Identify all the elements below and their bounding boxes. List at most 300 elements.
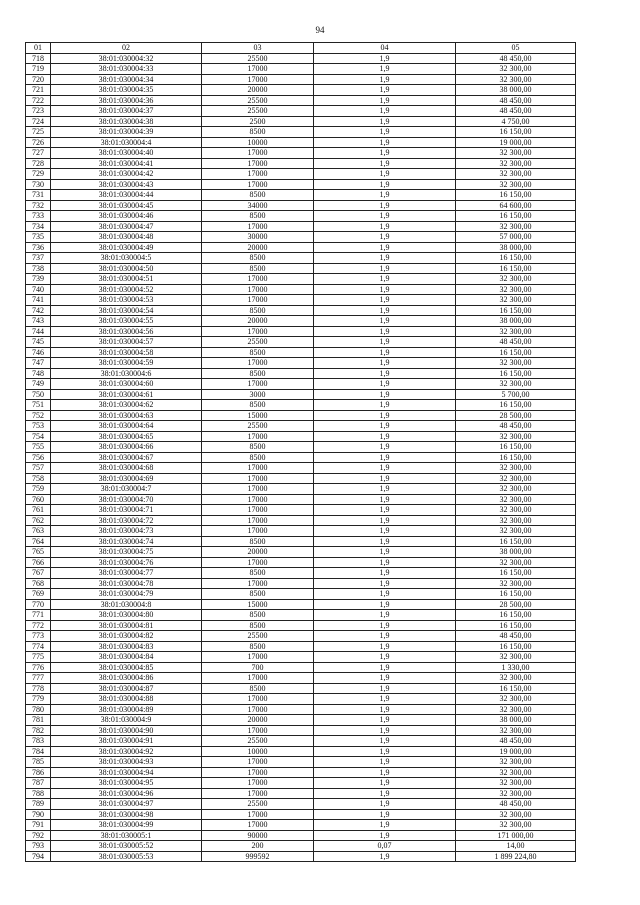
- table-row: [26, 368, 576, 379]
- table-row: [26, 473, 576, 484]
- table-row: [26, 851, 576, 862]
- amount-cell: 48 450,00: [456, 337, 576, 348]
- rate-cell: 1,9: [314, 589, 456, 600]
- area-cell: 17000: [202, 221, 314, 232]
- cadastral-number-cell: 38:01:030004:92: [51, 746, 202, 757]
- rate-cell: 1,9: [314, 799, 456, 810]
- table-row: [26, 442, 576, 453]
- rate-cell: 0,07: [314, 841, 456, 852]
- row-number-cell: 744: [26, 326, 51, 337]
- row-number-cell: 755: [26, 442, 51, 453]
- table-row: [26, 74, 576, 85]
- cadastral-number-cell: 38:01:030004:90: [51, 725, 202, 736]
- row-number-cell: 773: [26, 631, 51, 642]
- rate-cell: 1,9: [314, 337, 456, 348]
- amount-cell: 48 450,00: [456, 631, 576, 642]
- amount-cell: 19 000,00: [456, 746, 576, 757]
- cadastral-number-cell: 38:01:030004:68: [51, 463, 202, 474]
- cadastral-number-cell: 38:01:030004:76: [51, 557, 202, 568]
- row-number-cell: 792: [26, 830, 51, 841]
- cadastral-number-cell: 38:01:030004:95: [51, 778, 202, 789]
- area-cell: 25500: [202, 53, 314, 64]
- table-row: [26, 547, 576, 558]
- table-row: [26, 778, 576, 789]
- cadastral-number-cell: 38:01:030004:85: [51, 662, 202, 673]
- cadastral-number-cell: 38:01:030004:77: [51, 568, 202, 579]
- amount-cell: 32 300,00: [456, 431, 576, 442]
- row-number-cell: 751: [26, 400, 51, 411]
- row-number-cell: 788: [26, 788, 51, 799]
- amount-cell: 32 300,00: [456, 704, 576, 715]
- rate-cell: 1,9: [314, 326, 456, 337]
- row-number-cell: 774: [26, 641, 51, 652]
- rate-cell: 1,9: [314, 809, 456, 820]
- table-row: [26, 767, 576, 778]
- area-cell: 999592: [202, 851, 314, 862]
- cadastral-number-cell: 38:01:030004:63: [51, 410, 202, 421]
- row-number-cell: 790: [26, 809, 51, 820]
- area-cell: 17000: [202, 578, 314, 589]
- data-table: [25, 42, 576, 862]
- rate-cell: 1,9: [314, 547, 456, 558]
- area-cell: 17000: [202, 515, 314, 526]
- table-row: [26, 295, 576, 306]
- amount-cell: 32 300,00: [456, 463, 576, 474]
- area-cell: 15000: [202, 599, 314, 610]
- rate-cell: 1,9: [314, 274, 456, 285]
- amount-cell: 38 000,00: [456, 316, 576, 327]
- area-cell: 17000: [202, 704, 314, 715]
- amount-cell: 38 000,00: [456, 242, 576, 253]
- cadastral-number-cell: 38:01:030004:71: [51, 505, 202, 516]
- rate-cell: 1,9: [314, 505, 456, 516]
- amount-cell: 32 300,00: [456, 295, 576, 306]
- cadastral-number-cell: 38:01:030004:34: [51, 74, 202, 85]
- cadastral-number-cell: 38:01:030004:37: [51, 106, 202, 117]
- table-row: [26, 662, 576, 673]
- area-cell: 17000: [202, 179, 314, 190]
- rate-cell: 1,9: [314, 599, 456, 610]
- row-number-cell: 782: [26, 725, 51, 736]
- amount-cell: 32 300,00: [456, 148, 576, 159]
- cadastral-number-cell: 38:01:030004:8: [51, 599, 202, 610]
- row-number-cell: 780: [26, 704, 51, 715]
- area-cell: 17000: [202, 788, 314, 799]
- rate-cell: 1,9: [314, 746, 456, 757]
- amount-cell: 28 500,00: [456, 599, 576, 610]
- area-cell: 17000: [202, 148, 314, 159]
- amount-cell: 48 450,00: [456, 106, 576, 117]
- row-number-cell: 723: [26, 106, 51, 117]
- row-number-cell: 725: [26, 127, 51, 138]
- rate-cell: 1,9: [314, 694, 456, 705]
- table-row: [26, 431, 576, 442]
- area-cell: 34000: [202, 200, 314, 211]
- table-row: [26, 746, 576, 757]
- table-row: [26, 736, 576, 747]
- row-number-cell: 729: [26, 169, 51, 180]
- row-number-cell: 746: [26, 347, 51, 358]
- area-cell: 17000: [202, 326, 314, 337]
- area-cell: 8500: [202, 368, 314, 379]
- area-cell: 17000: [202, 358, 314, 369]
- cadastral-number-cell: 38:01:030004:6: [51, 368, 202, 379]
- amount-cell: 16 150,00: [456, 263, 576, 274]
- amount-cell: 16 150,00: [456, 683, 576, 694]
- rate-cell: 1,9: [314, 473, 456, 484]
- rate-cell: 1,9: [314, 421, 456, 432]
- row-number-cell: 793: [26, 841, 51, 852]
- cadastral-number-cell: 38:01:030004:58: [51, 347, 202, 358]
- amount-cell: 32 300,00: [456, 526, 576, 537]
- amount-cell: 16 150,00: [456, 568, 576, 579]
- table-row: [26, 232, 576, 243]
- table-row: [26, 652, 576, 663]
- amount-cell: 16 150,00: [456, 610, 576, 621]
- rate-cell: 1,9: [314, 232, 456, 243]
- table-row: [26, 326, 576, 337]
- row-number-cell: 749: [26, 379, 51, 390]
- row-number-cell: 791: [26, 820, 51, 831]
- row-number-cell: 748: [26, 368, 51, 379]
- area-cell: 17000: [202, 820, 314, 831]
- rate-cell: 1,9: [314, 788, 456, 799]
- amount-cell: 38 000,00: [456, 85, 576, 96]
- rate-cell: 1,9: [314, 379, 456, 390]
- amount-cell: 32 300,00: [456, 578, 576, 589]
- cadastral-number-cell: 38:01:030005:52: [51, 841, 202, 852]
- area-cell: 17000: [202, 74, 314, 85]
- cadastral-number-cell: 38:01:030004:98: [51, 809, 202, 820]
- amount-cell: 48 450,00: [456, 95, 576, 106]
- row-number-cell: 732: [26, 200, 51, 211]
- rate-cell: 1,9: [314, 137, 456, 148]
- row-number-cell: 738: [26, 263, 51, 274]
- amount-cell: 32 300,00: [456, 505, 576, 516]
- table-row: [26, 820, 576, 831]
- amount-cell: 16 150,00: [456, 400, 576, 411]
- rate-cell: 1,9: [314, 484, 456, 495]
- cadastral-number-cell: 38:01:030004:75: [51, 547, 202, 558]
- cadastral-number-cell: 38:01:030004:41: [51, 158, 202, 169]
- row-number-cell: 735: [26, 232, 51, 243]
- row-number-cell: 785: [26, 757, 51, 768]
- table-row: [26, 305, 576, 316]
- table-row: [26, 557, 576, 568]
- cadastral-number-cell: 38:01:030004:40: [51, 148, 202, 159]
- header-row: [26, 43, 576, 54]
- table-row: [26, 158, 576, 169]
- rate-cell: 1,9: [314, 242, 456, 253]
- rate-cell: 1,9: [314, 515, 456, 526]
- area-cell: 3000: [202, 389, 314, 400]
- amount-cell: 48 450,00: [456, 53, 576, 64]
- cadastral-number-cell: 38:01:030004:91: [51, 736, 202, 747]
- amount-cell: 32 300,00: [456, 326, 576, 337]
- amount-cell: 38 000,00: [456, 547, 576, 558]
- rate-cell: 1,9: [314, 316, 456, 327]
- cadastral-number-cell: 38:01:030004:54: [51, 305, 202, 316]
- rate-cell: 1,9: [314, 389, 456, 400]
- rate-cell: 1,9: [314, 463, 456, 474]
- area-cell: 17000: [202, 295, 314, 306]
- cadastral-number-cell: 38:01:030004:55: [51, 316, 202, 327]
- table-row: [26, 715, 576, 726]
- area-cell: 20000: [202, 715, 314, 726]
- amount-cell: 32 300,00: [456, 74, 576, 85]
- table-row: [26, 494, 576, 505]
- cadastral-number-cell: 38:01:030004:66: [51, 442, 202, 453]
- area-cell: 25500: [202, 95, 314, 106]
- area-cell: 17000: [202, 505, 314, 516]
- row-number-cell: 720: [26, 74, 51, 85]
- row-number-cell: 757: [26, 463, 51, 474]
- rate-cell: 1,9: [314, 641, 456, 652]
- cadastral-number-cell: 38:01:030004:61: [51, 389, 202, 400]
- amount-cell: 4 750,00: [456, 116, 576, 127]
- table-row: [26, 274, 576, 285]
- rate-cell: 1,9: [314, 442, 456, 453]
- amount-cell: 16 150,00: [456, 641, 576, 652]
- amount-cell: 32 300,00: [456, 557, 576, 568]
- cadastral-number-cell: 38:01:030004:89: [51, 704, 202, 715]
- row-number-cell: 763: [26, 526, 51, 537]
- area-cell: 8500: [202, 568, 314, 579]
- area-cell: 25500: [202, 631, 314, 642]
- table-row: [26, 515, 576, 526]
- table-row: [26, 505, 576, 516]
- rate-cell: 1,9: [314, 526, 456, 537]
- cadastral-number-cell: 38:01:030004:80: [51, 610, 202, 621]
- rate-cell: 1,9: [314, 620, 456, 631]
- amount-cell: 32 300,00: [456, 767, 576, 778]
- row-number-cell: 760: [26, 494, 51, 505]
- amount-cell: 32 300,00: [456, 757, 576, 768]
- table-row: [26, 179, 576, 190]
- rate-cell: 1,9: [314, 200, 456, 211]
- table-row: [26, 200, 576, 211]
- table-row: [26, 599, 576, 610]
- row-number-cell: 789: [26, 799, 51, 810]
- cadastral-number-cell: 38:01:030004:83: [51, 641, 202, 652]
- rate-cell: 1,9: [314, 820, 456, 831]
- rate-cell: 1,9: [314, 148, 456, 159]
- cadastral-number-cell: 38:01:030004:72: [51, 515, 202, 526]
- amount-cell: 32 300,00: [456, 652, 576, 663]
- row-number-cell: 787: [26, 778, 51, 789]
- rate-cell: 1,9: [314, 116, 456, 127]
- row-number-cell: 756: [26, 452, 51, 463]
- table-row: [26, 484, 576, 495]
- amount-cell: 16 150,00: [456, 368, 576, 379]
- rate-cell: 1,9: [314, 263, 456, 274]
- amount-cell: 16 150,00: [456, 347, 576, 358]
- table-row: [26, 610, 576, 621]
- amount-cell: 1 899 224,80: [456, 851, 576, 862]
- row-number-cell: 777: [26, 673, 51, 684]
- header-cell-04: 04: [314, 43, 456, 54]
- table-row: [26, 673, 576, 684]
- row-number-cell: 747: [26, 358, 51, 369]
- row-number-cell: 745: [26, 337, 51, 348]
- cadastral-number-cell: 38:01:030004:81: [51, 620, 202, 631]
- amount-cell: 16 150,00: [456, 253, 576, 264]
- table-row: [26, 253, 576, 264]
- cadastral-number-cell: 38:01:030004:46: [51, 211, 202, 222]
- amount-cell: 16 150,00: [456, 452, 576, 463]
- amount-cell: 16 150,00: [456, 127, 576, 138]
- table-row: [26, 463, 576, 474]
- area-cell: 17000: [202, 778, 314, 789]
- amount-cell: 32 300,00: [456, 274, 576, 285]
- area-cell: 8500: [202, 610, 314, 621]
- area-cell: 20000: [202, 85, 314, 96]
- cadastral-number-cell: 38:01:030004:32: [51, 53, 202, 64]
- table-row: [26, 809, 576, 820]
- area-cell: 8500: [202, 190, 314, 201]
- amount-cell: 19 000,00: [456, 137, 576, 148]
- table-row: [26, 410, 576, 421]
- cadastral-number-cell: 38:01:030004:5: [51, 253, 202, 264]
- table-row: [26, 358, 576, 369]
- row-number-cell: 771: [26, 610, 51, 621]
- amount-cell: 32 300,00: [456, 494, 576, 505]
- row-number-cell: 768: [26, 578, 51, 589]
- cadastral-number-cell: 38:01:030004:96: [51, 788, 202, 799]
- area-cell: 17000: [202, 484, 314, 495]
- rate-cell: 1,9: [314, 673, 456, 684]
- area-cell: 8500: [202, 442, 314, 453]
- area-cell: 17000: [202, 494, 314, 505]
- row-number-cell: 742: [26, 305, 51, 316]
- rate-cell: 1,9: [314, 400, 456, 411]
- amount-cell: 57 000,00: [456, 232, 576, 243]
- rate-cell: 1,9: [314, 851, 456, 862]
- rate-cell: 1,9: [314, 610, 456, 621]
- rate-cell: 1,9: [314, 64, 456, 75]
- cadastral-number-cell: 38:01:030005:1: [51, 830, 202, 841]
- rate-cell: 1,9: [314, 284, 456, 295]
- table-row: [26, 578, 576, 589]
- header-cell-03: 03: [202, 43, 314, 54]
- row-number-cell: 778: [26, 683, 51, 694]
- table-row: [26, 526, 576, 537]
- area-cell: 17000: [202, 725, 314, 736]
- area-cell: 200: [202, 841, 314, 852]
- rate-cell: 1,9: [314, 85, 456, 96]
- row-number-cell: 752: [26, 410, 51, 421]
- row-number-cell: 739: [26, 274, 51, 285]
- amount-cell: 171 000,00: [456, 830, 576, 841]
- area-cell: 8500: [202, 253, 314, 264]
- table-row: [26, 127, 576, 138]
- rate-cell: 1,9: [314, 715, 456, 726]
- table-row: [26, 568, 576, 579]
- table-row: [26, 421, 576, 432]
- table-row: [26, 116, 576, 127]
- table-row: [26, 169, 576, 180]
- row-number-cell: 719: [26, 64, 51, 75]
- amount-cell: 32 300,00: [456, 169, 576, 180]
- table-row: [26, 830, 576, 841]
- amount-cell: 32 300,00: [456, 158, 576, 169]
- table-row: [26, 106, 576, 117]
- area-cell: 10000: [202, 137, 314, 148]
- row-number-cell: 743: [26, 316, 51, 327]
- area-cell: 25500: [202, 421, 314, 432]
- amount-cell: 1 330,00: [456, 662, 576, 673]
- cadastral-number-cell: 38:01:030004:67: [51, 452, 202, 463]
- cadastral-number-cell: 38:01:030004:59: [51, 358, 202, 369]
- cadastral-number-cell: 38:01:030004:48: [51, 232, 202, 243]
- table-row: [26, 53, 576, 64]
- row-number-cell: 794: [26, 851, 51, 862]
- row-number-cell: 726: [26, 137, 51, 148]
- amount-cell: 32 300,00: [456, 221, 576, 232]
- table-row: [26, 757, 576, 768]
- row-number-cell: 753: [26, 421, 51, 432]
- area-cell: 17000: [202, 431, 314, 442]
- row-number-cell: 722: [26, 95, 51, 106]
- amount-cell: 32 300,00: [456, 64, 576, 75]
- area-cell: 17000: [202, 767, 314, 778]
- row-number-cell: 728: [26, 158, 51, 169]
- area-cell: 8500: [202, 211, 314, 222]
- cadastral-number-cell: 38:01:030004:84: [51, 652, 202, 663]
- amount-cell: 32 300,00: [456, 820, 576, 831]
- row-number-cell: 786: [26, 767, 51, 778]
- cadastral-number-cell: 38:01:030004:33: [51, 64, 202, 75]
- cadastral-number-cell: 38:01:030005:53: [51, 851, 202, 862]
- amount-cell: 48 450,00: [456, 421, 576, 432]
- amount-cell: 32 300,00: [456, 379, 576, 390]
- amount-cell: 32 300,00: [456, 725, 576, 736]
- row-number-cell: 775: [26, 652, 51, 663]
- rate-cell: 1,9: [314, 305, 456, 316]
- cadastral-number-cell: 38:01:030004:97: [51, 799, 202, 810]
- rate-cell: 1,9: [314, 169, 456, 180]
- rate-cell: 1,9: [314, 358, 456, 369]
- table-row: [26, 379, 576, 390]
- area-cell: 30000: [202, 232, 314, 243]
- amount-cell: 16 150,00: [456, 442, 576, 453]
- area-cell: 8500: [202, 127, 314, 138]
- amount-cell: 16 150,00: [456, 620, 576, 631]
- table-row: [26, 190, 576, 201]
- cadastral-number-cell: 38:01:030004:78: [51, 578, 202, 589]
- area-cell: 8500: [202, 400, 314, 411]
- table-row: [26, 694, 576, 705]
- amount-cell: 48 450,00: [456, 799, 576, 810]
- row-number-cell: 758: [26, 473, 51, 484]
- table-row: [26, 347, 576, 358]
- rate-cell: 1,9: [314, 106, 456, 117]
- table-row: [26, 641, 576, 652]
- table-row: [26, 788, 576, 799]
- area-cell: 17000: [202, 274, 314, 285]
- area-cell: 8500: [202, 536, 314, 547]
- table-row: [26, 316, 576, 327]
- cadastral-number-cell: 38:01:030004:56: [51, 326, 202, 337]
- area-cell: 17000: [202, 757, 314, 768]
- row-number-cell: 769: [26, 589, 51, 600]
- rate-cell: 1,9: [314, 736, 456, 747]
- amount-cell: 16 150,00: [456, 190, 576, 201]
- row-number-cell: 761: [26, 505, 51, 516]
- area-cell: 25500: [202, 736, 314, 747]
- table-row: [26, 263, 576, 274]
- row-number-cell: 770: [26, 599, 51, 610]
